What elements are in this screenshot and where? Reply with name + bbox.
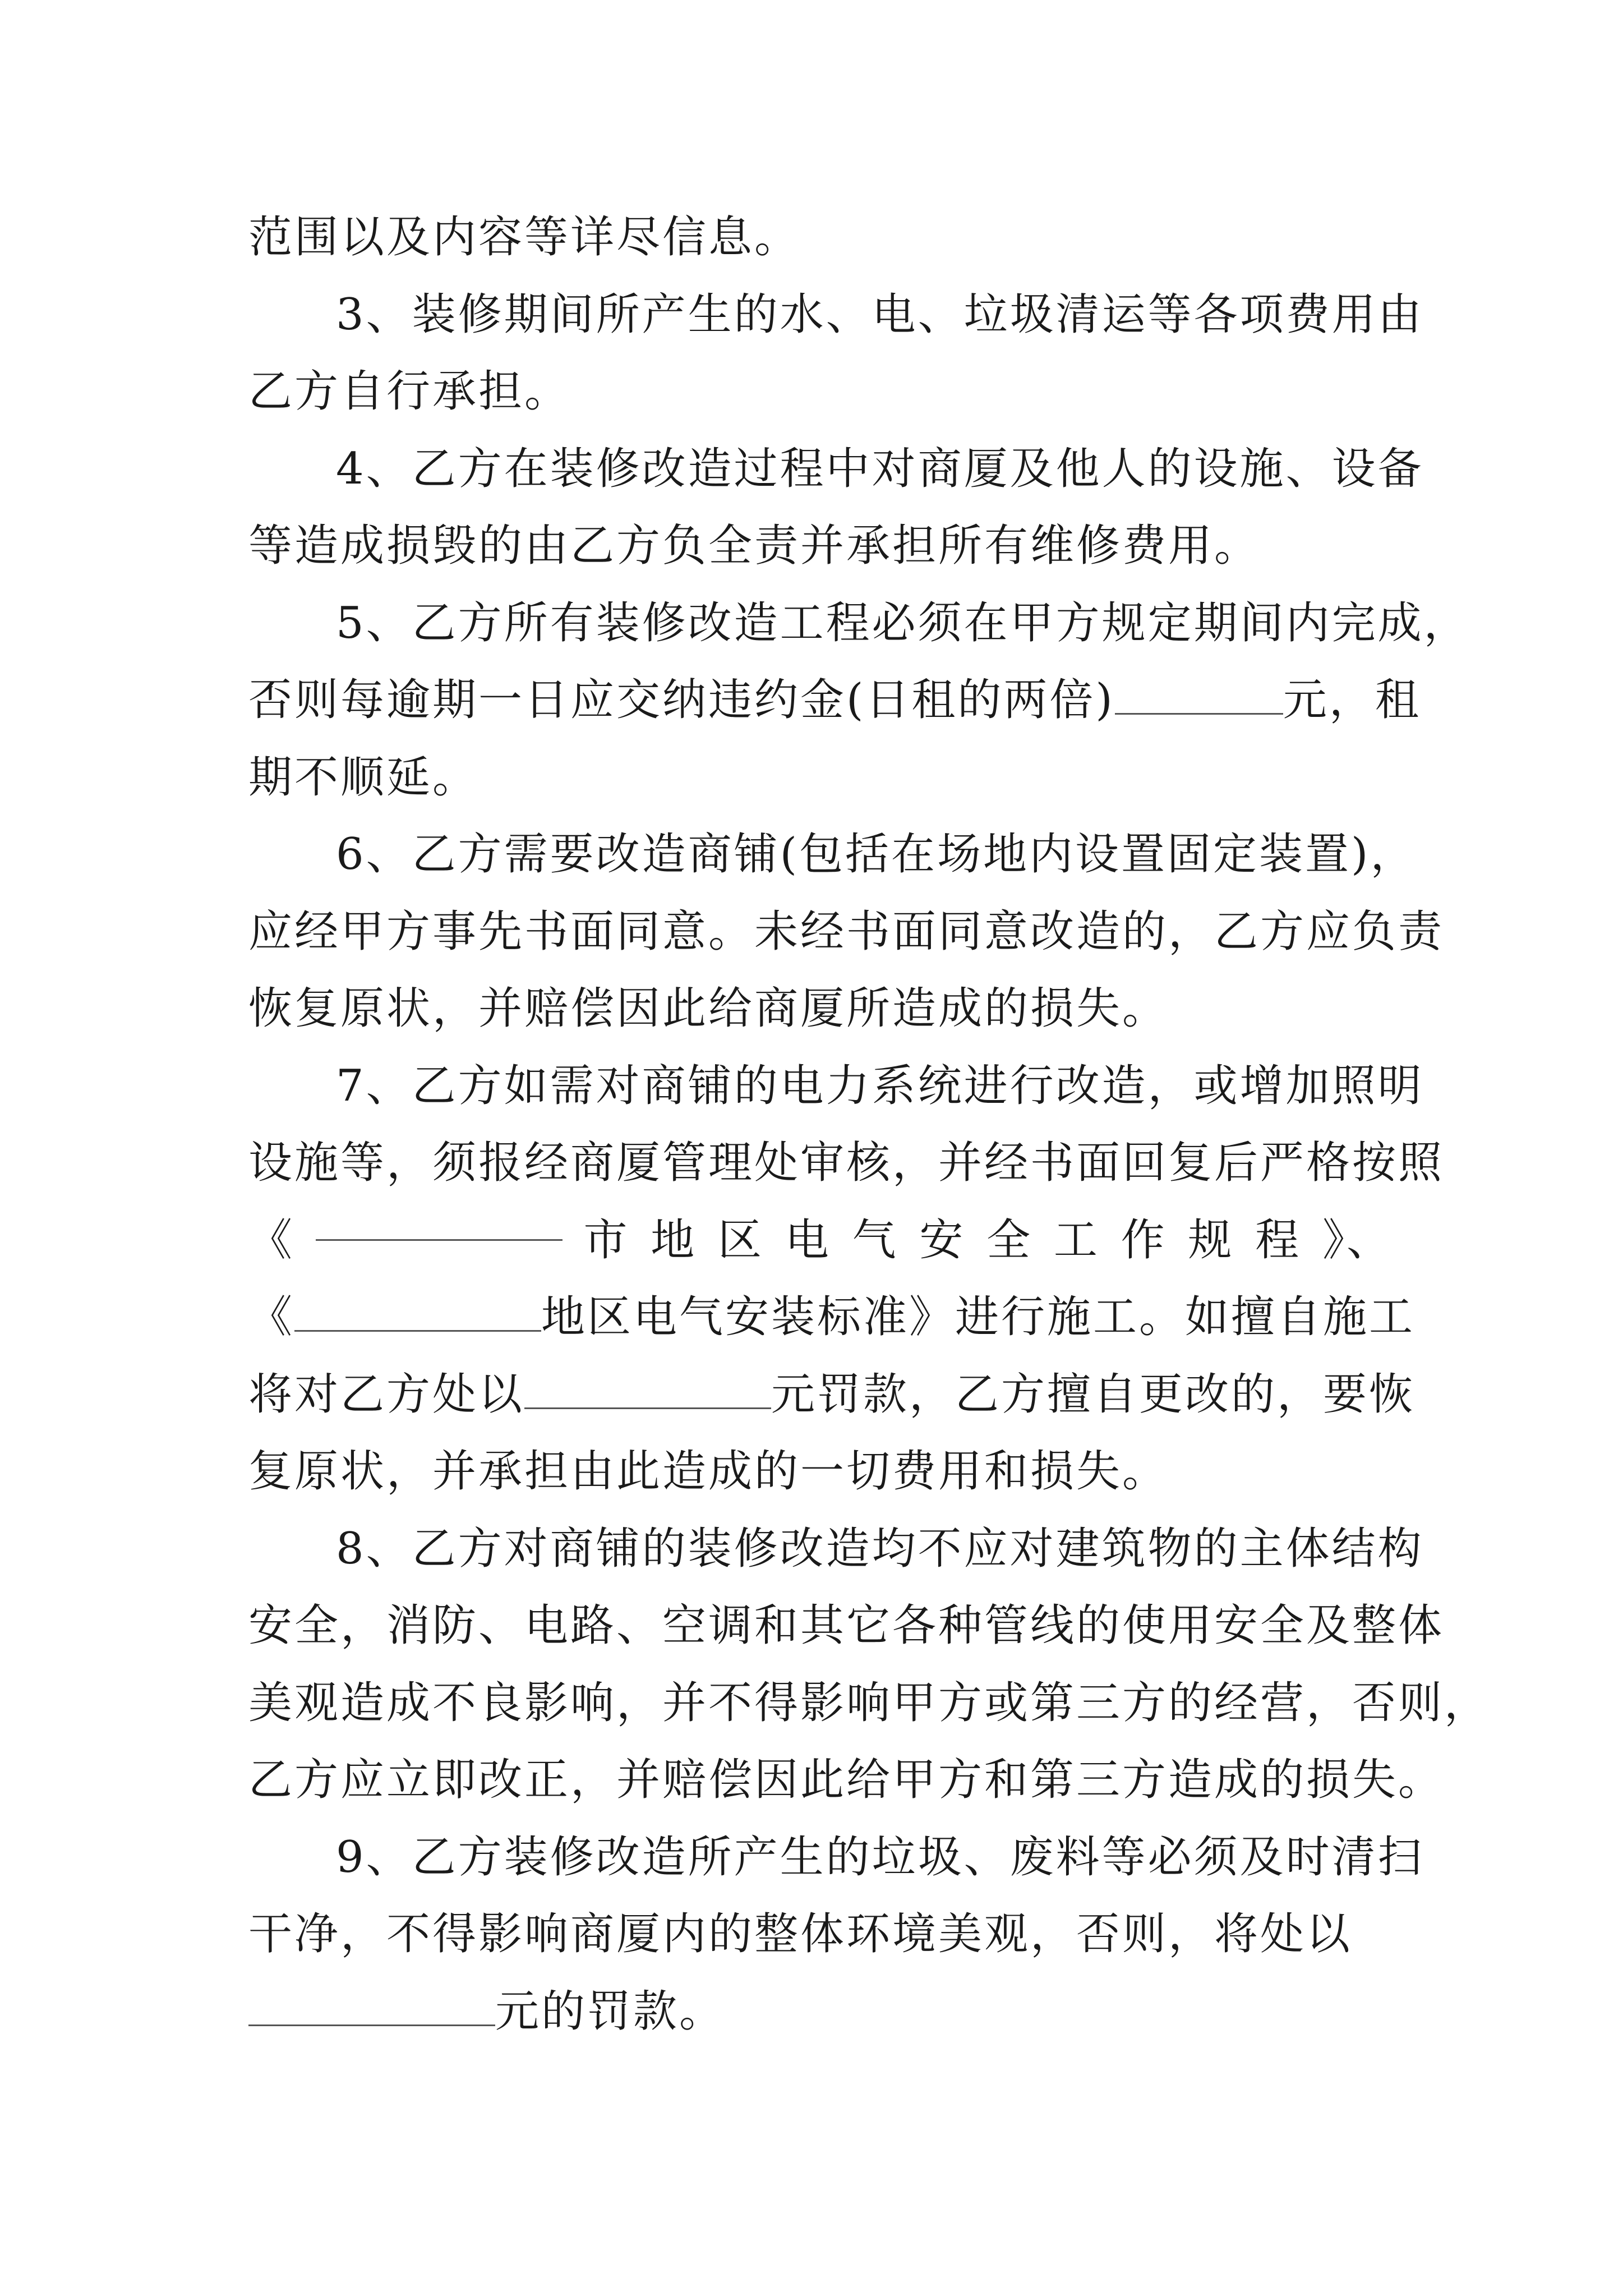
paragraph-line <box>248 739 1393 817</box>
paragraph-line <box>248 1356 1415 1434</box>
clause-8-text: 8、乙方对商铺的装修改造均不应对建筑物的主体结构 <box>336 1523 1424 1574</box>
text-segment: 安 <box>919 1214 966 1266</box>
text-segment: 设施等，须报经商厦管理处审核，并经书面回复后严格按照 <box>248 1138 1445 1188</box>
clause-5-text: 5、乙方所有装修改造工程必须在甲方规定期间内完成， <box>336 597 1470 648</box>
text-segment: 气 <box>852 1214 898 1266</box>
paragraph-line <box>248 1973 1393 2051</box>
text-segment: 期不顺延。 <box>248 752 479 803</box>
clause-7-text: 7、乙方如需对商铺的电力系统进行改造，或增加照明 <box>336 1060 1424 1111</box>
text-segment: 程 <box>1255 1214 1302 1266</box>
text-segment: 元，租 <box>1283 675 1421 725</box>
paragraph-line-justified <box>248 1202 1393 1280</box>
text-segment: 作 <box>1121 1214 1167 1266</box>
paragraph-line <box>248 970 1393 1048</box>
text-segment: 工 <box>1053 1214 1100 1266</box>
fill-in-blank <box>316 1202 562 1241</box>
fill-in-blank <box>294 1293 541 1332</box>
text-segment: 应经甲方事先书面同意。未经书面同意改造的，乙方应负责 <box>248 906 1445 957</box>
text-segment: 复原状，并承担由此造成的一切费用和损失。 <box>248 1446 1169 1497</box>
paragraph-line <box>248 1742 1445 1819</box>
text-segment: 《 <box>248 1214 295 1266</box>
text-segment: 否则每逾期一日应交纳违约金(日租的两倍) <box>248 675 1115 725</box>
fill-in-blank <box>248 1987 495 2026</box>
paragraph-line <box>248 662 1421 739</box>
paragraph-line <box>248 894 1445 971</box>
paragraph-line <box>248 585 1470 662</box>
text-segment: 市 <box>583 1214 630 1266</box>
text-segment: 《 <box>248 1292 295 1342</box>
paragraph-line <box>248 277 1424 354</box>
paragraph-line <box>248 1588 1445 1665</box>
text-segment: 将对乙方处以 <box>248 1369 525 1420</box>
text-segment: 地 <box>651 1214 697 1266</box>
fill-in-blank <box>524 1370 771 1409</box>
text-segment: 恢复原状，并赔偿因此给商厦所造成的损失。 <box>248 983 1169 1034</box>
paragraph-line <box>248 816 1417 894</box>
paragraph-line <box>248 1896 1393 1973</box>
clause-3-text: 3、装修期间所产生的水、电、垃圾清运等各项费用由 <box>336 289 1424 340</box>
fill-in-blank <box>1115 676 1283 715</box>
clause-6-text: 6、乙方需要改造商铺(包括在场地内设置固定装置)， <box>336 829 1417 880</box>
paragraph-line <box>248 431 1424 508</box>
paragraph-line <box>248 1665 1491 1742</box>
text-segment: 范围以及内容等详尽信息。 <box>248 212 801 263</box>
text-segment: 干净，不得影响商厦内的整体环境美观，否则，将处以 <box>248 1909 1353 1959</box>
paragraph-line <box>248 508 1393 585</box>
paragraph-line <box>248 1279 1415 1356</box>
text-segment: 地区电气安装标准》进行施工。如擅自施工 <box>541 1292 1415 1342</box>
text-segment: 全 <box>986 1214 1033 1266</box>
text-segment: 区 <box>718 1214 764 1266</box>
text-segment: 乙方应立即改正，并赔偿因此给甲方和第三方造成的损失。 <box>248 1755 1445 1805</box>
paragraph-line <box>248 1819 1424 1897</box>
text-segment: 》、 <box>1322 1214 1393 1266</box>
text-segment: 电 <box>785 1214 831 1266</box>
paragraph-line <box>248 199 1393 277</box>
paragraph-line <box>248 353 1393 431</box>
paragraph-line <box>248 1433 1393 1511</box>
paragraph-line <box>248 1511 1424 1588</box>
paragraph-line <box>248 1048 1424 1125</box>
clause-9-text: 9、乙方装修改造所产生的垃圾、废料等必须及时清扫 <box>336 1832 1424 1883</box>
text-segment: 元的罚款。 <box>495 1986 726 2037</box>
text-segment: 安全，消防、电路、空调和其它各种管线的使用安全及整体 <box>248 1600 1445 1651</box>
text-segment: 乙方自行承担。 <box>248 366 571 417</box>
text-segment: 规 <box>1188 1214 1234 1266</box>
document-body <box>248 199 1491 2050</box>
text-segment: 元罚款，乙方擅自更改的，要恢 <box>771 1369 1415 1420</box>
paragraph-line <box>248 1125 1445 1202</box>
text-segment: 美观造成不良影响，并不得影响甲方或第三方的经营，否则， <box>248 1677 1491 1728</box>
clause-4-text: 4、乙方在装修改造过程中对商厦及他人的设施、设备 <box>336 443 1424 494</box>
text-segment: 等造成损毁的由乙方负全责并承担所有维修费用。 <box>248 521 1261 571</box>
